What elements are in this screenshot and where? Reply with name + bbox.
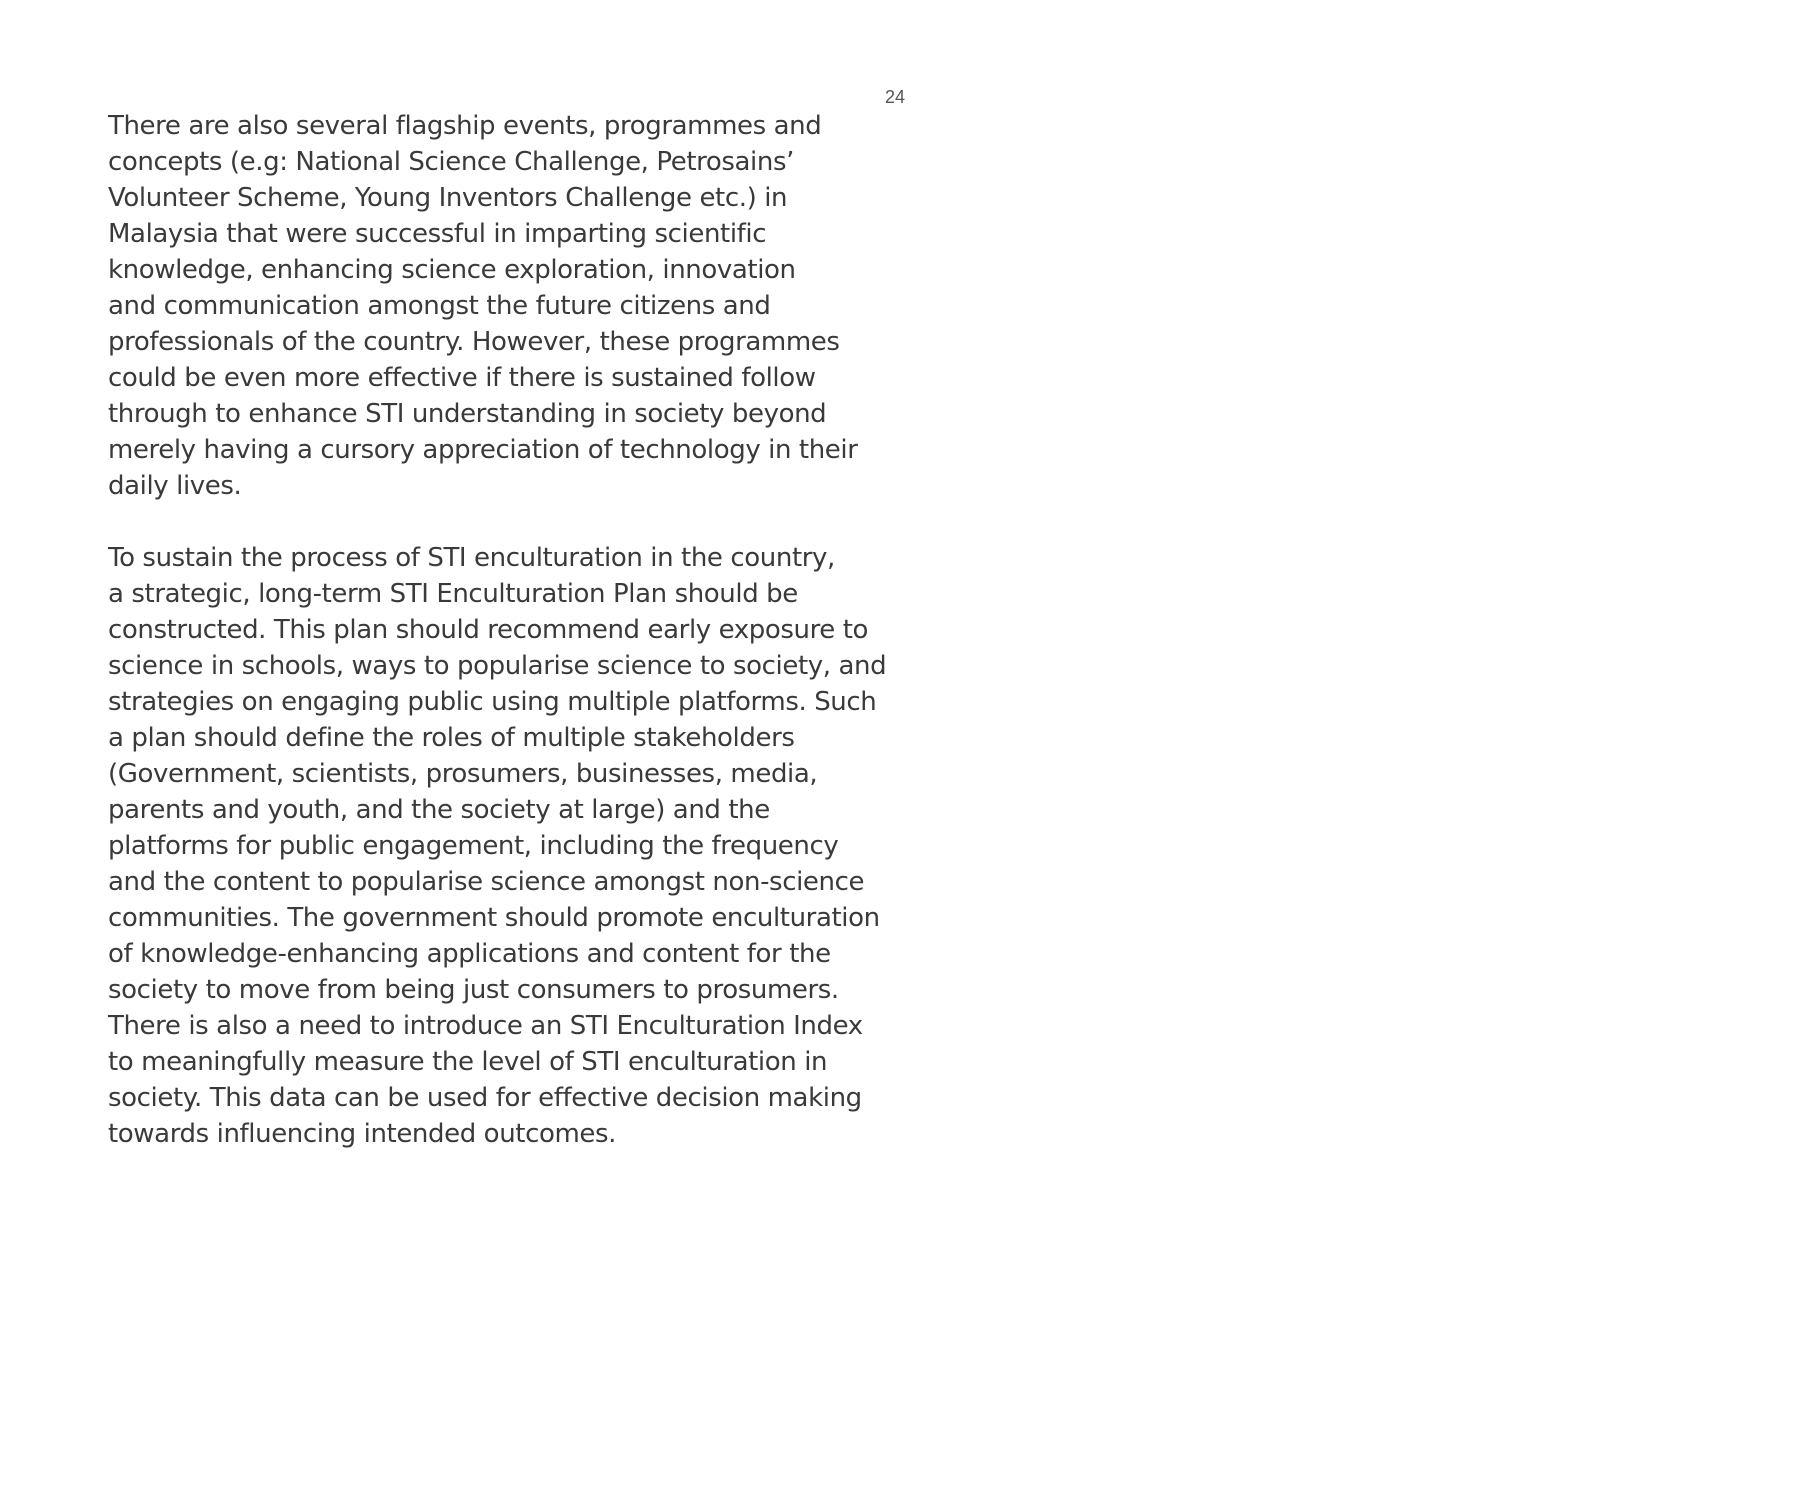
text-line: concepts (e.g: National Science Challenge, Petrosains’ [108, 147, 794, 177]
text-line: strategies on engaging public using multiple platforms. Such [108, 687, 877, 717]
text-line: society. This data can be used for effective decision making [108, 1083, 862, 1113]
text-line: platforms for public engagement, including the frequency [108, 831, 839, 861]
text-line: a plan should define the roles of multiple stakeholders [108, 723, 795, 753]
text-line: Volunteer Scheme, Young Inventors Challenge etc.) in [108, 183, 788, 213]
paragraph-1 [108, 108, 898, 504]
text-line: and the content to popularise science amongst non-science [108, 867, 865, 897]
text-line: and communication amongst the future citizens and [108, 291, 771, 321]
text-line: through to enhance STI understanding in society beyond [108, 399, 827, 429]
text-line: towards influencing intended outcomes. [108, 1119, 616, 1149]
text-line: constructed. This plan should recommend early exposure to [108, 615, 869, 645]
page-number: 24 [885, 87, 906, 107]
paragraph-2 [108, 540, 898, 1152]
text-line: merely having a cursory appreciation of technology in their [108, 435, 858, 465]
text-line: science in schools, ways to popularise science to society, and [108, 651, 887, 681]
text-line: society to move from being just consumers to prosumers. [108, 975, 839, 1005]
text-line: There are also several flagship events, programmes and [108, 111, 822, 141]
text-line: professionals of the country. However, these programmes [108, 327, 840, 357]
text-line: a strategic, long-term STI Enculturation Plan should be [108, 579, 798, 609]
text-line: To sustain the process of STI enculturation in the country, [108, 543, 835, 573]
text-line: parents and youth, and the society at large) and the [108, 795, 770, 825]
text-line: to meaningfully measure the level of STI enculturation in [108, 1047, 828, 1077]
text-line: knowledge, enhancing science exploration, innovation [108, 255, 796, 285]
text-line: could be even more effective if there is sustained follow [108, 363, 816, 393]
text-line: daily lives. [108, 471, 242, 501]
text-line: communities. The government should promote enculturation [108, 903, 880, 933]
text-line: of knowledge-enhancing applications and content for the [108, 939, 831, 969]
text-line: There is also a need to introduce an STI Enculturation Index [108, 1011, 863, 1041]
text-line: Malaysia that were successful in imparting scientific [108, 219, 767, 249]
body-text [108, 108, 898, 1152]
text-line: (Government, scientists, prosumers, businesses, media, [108, 759, 818, 789]
